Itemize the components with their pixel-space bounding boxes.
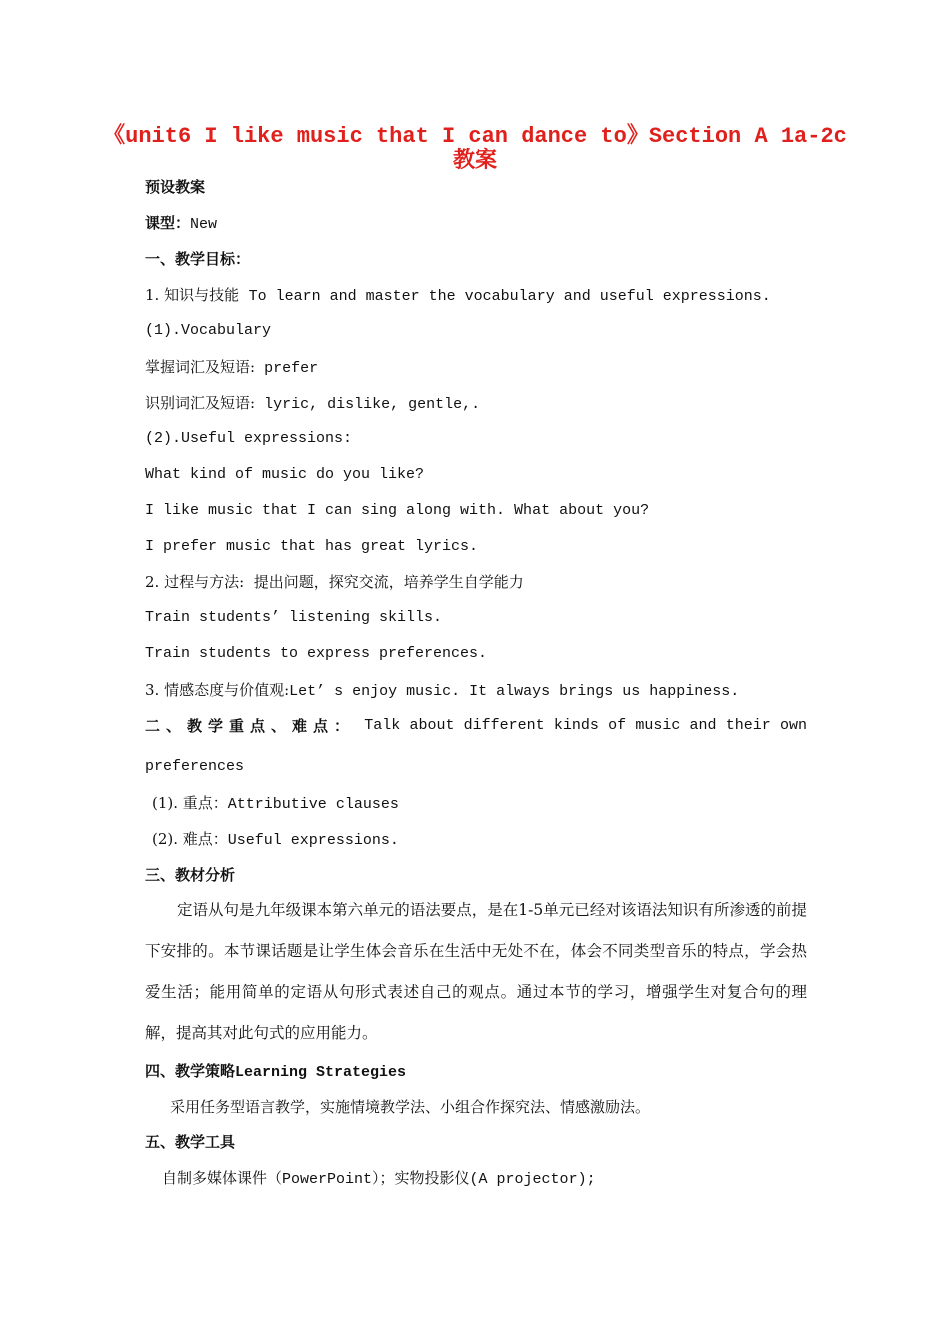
- vocabulary-heading: (1).Vocabulary: [145, 322, 272, 339]
- master-vocabulary-text: prefer: [255, 360, 319, 377]
- section-2-continuation: preferences: [145, 758, 245, 775]
- material-analysis-paragraph: 定语从句是九年级课本第六单元的语法要点，是在1-5单元已经对该语法知识有所渗透的前提下安排的。本节课话题是让学生体会音乐在生活中无处不在，体会不同类型音乐的特点，学会热爱生活；能用简单的定语从句形式表述自己的观点。通过本节的学习，增强学生对复合句的理解，提高其对此句式的应用能力。: [145, 901, 807, 1042]
- objective-emotion: [145, 680, 739, 702]
- section-4-heading-en: Learning Strategies: [235, 1064, 407, 1081]
- objective-emotion-text: Let’ s enjoy music. It always brings us happiness.: [289, 683, 740, 700]
- key-point: [152, 793, 399, 815]
- title-line-1: 《unit6 I like music that I can dance to》Section A 1a-2c: [103, 124, 847, 149]
- objective-process: [145, 572, 524, 592]
- section-3-heading: 三、教材分析: [145, 866, 236, 884]
- section-2-line: [145, 716, 807, 736]
- tools-text-2: ）；实物投影仪: [372, 1169, 470, 1187]
- expression-2: I like music that I can sing along with. What about you?: [145, 502, 650, 519]
- objective-knowledge: [145, 285, 771, 307]
- train-listening: Train students’ listening skills.: [145, 609, 443, 626]
- teaching-tools: [162, 1168, 596, 1190]
- master-vocabulary: [145, 357, 318, 379]
- lesson-type-value: New: [190, 216, 218, 233]
- expression-3: I prefer music that has great lyrics.: [145, 538, 479, 555]
- s2-word: kinds: [553, 717, 599, 734]
- tools-powerpoint: PowerPoint: [282, 1171, 373, 1188]
- section-4-heading: [145, 1061, 406, 1083]
- recognize-vocabulary-text: lyric, dislike, gentle,.: [255, 396, 481, 413]
- section-2-heading: 二、教学重点、难点：: [145, 717, 356, 735]
- strategies-text: 采用任务型语言教学，实施情境教学法、小组合作探究法、情感激励法。: [170, 1098, 651, 1116]
- section-1-heading: 一、教学目标：: [145, 250, 251, 268]
- s2-word: about: [409, 717, 455, 734]
- expression-1: What kind of music do you like?: [145, 466, 425, 483]
- preset-label: 预设教案: [145, 178, 206, 196]
- difficult-point: [152, 829, 399, 851]
- tools-projector: (A projector);: [469, 1171, 596, 1188]
- s2-word: of: [608, 717, 627, 734]
- lesson-type-label: 课型：: [145, 214, 191, 232]
- tools-text-1: 自制多媒体课件（: [162, 1169, 283, 1187]
- s2-word: Talk: [364, 717, 401, 734]
- objective-emotion-label: 3. 情感态度与价值观:: [145, 681, 290, 699]
- expressions-heading: (2).Useful expressions:: [145, 430, 353, 447]
- section-4-heading-cn: 四、教学策略: [145, 1062, 236, 1080]
- difficult-point-label: (2). 难点：: [152, 830, 228, 848]
- section-5-heading: 五、教学工具: [145, 1133, 236, 1151]
- key-point-label: (1). 重点：: [152, 794, 228, 812]
- s2-word: their: [725, 717, 771, 734]
- s2-word: and: [689, 717, 717, 734]
- document-title: [100, 124, 850, 174]
- recognize-vocabulary-label: 识别词汇及短语:: [145, 394, 256, 412]
- objective-process-label: 2. 过程与方法:: [145, 573, 245, 591]
- objective-knowledge-label: 1. 知识与技能: [145, 286, 240, 304]
- title-line-2: 教案: [452, 149, 497, 174]
- s2-word: different: [463, 717, 545, 734]
- train-preferences: Train students to express preferences.: [145, 645, 488, 662]
- objective-knowledge-text: To learn and master the vocabulary and useful expressions.: [248, 288, 771, 305]
- objective-process-text: 提出问题，探究交流，培养学生自学能力: [253, 573, 524, 591]
- s2-word: own: [779, 717, 807, 734]
- s2-word: music: [635, 717, 681, 734]
- master-vocabulary-label: 掌握词汇及短语:: [145, 358, 256, 376]
- difficult-point-text: Useful expressions.: [227, 832, 399, 849]
- recognize-vocabulary: [145, 393, 480, 415]
- key-point-text: Attributive clauses: [227, 796, 399, 813]
- lesson-type: [145, 213, 217, 235]
